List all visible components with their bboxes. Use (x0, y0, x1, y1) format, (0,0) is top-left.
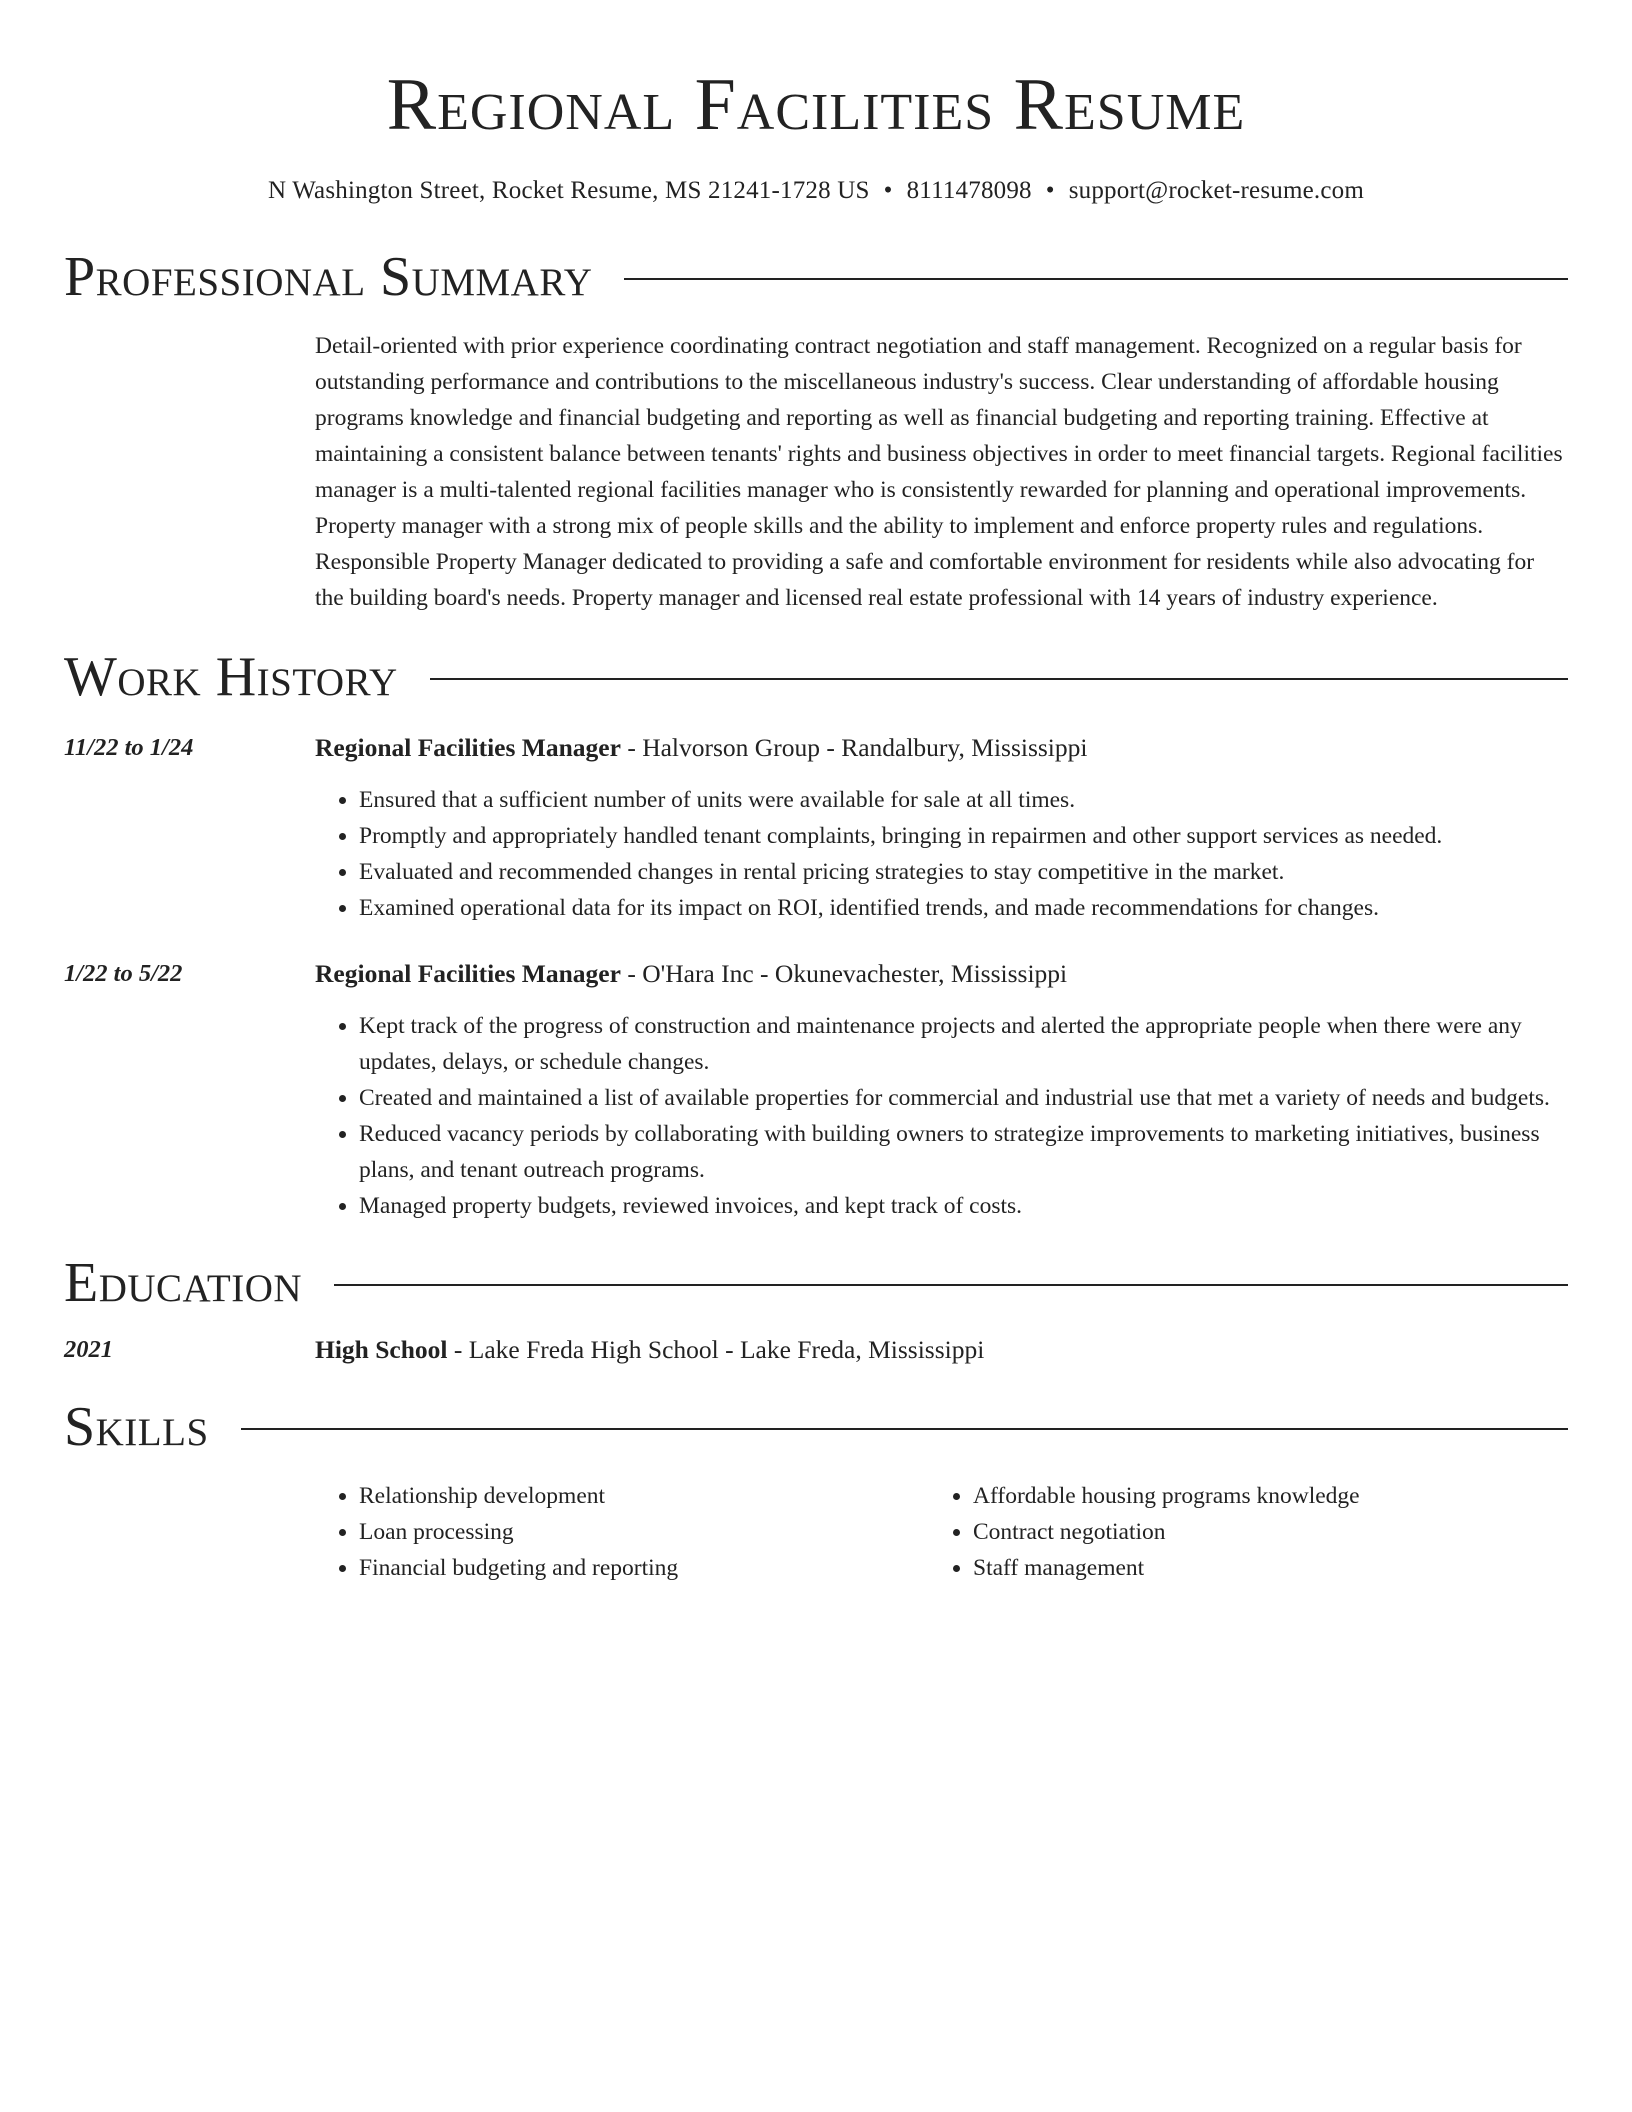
skill-item: • Loan processing (359, 1514, 929, 1550)
contact-phone: 8111478098 (906, 177, 1032, 204)
skills-list (315, 1478, 1568, 1586)
contact-line (64, 174, 1568, 208)
skill-item: • Contract negotiation (973, 1514, 1533, 1550)
job-title: Regional Facilities Manager (315, 959, 621, 988)
skill-item: • Affordable housing programs knowledge (973, 1478, 1533, 1514)
job-bullet: • Reduced vacancy periods by collaborating with building owners to strategize improvements to marketing initiatives, business plans, and tenant outreach programs. (359, 1116, 1568, 1188)
job-heading (315, 730, 1568, 766)
job-bullet: • Evaluated and recommended changes in rental pricing strategies to stay competitive in the market. (359, 854, 1568, 890)
education-entry (64, 1332, 1568, 1368)
education-section-header (64, 1248, 1568, 1318)
section-divider (241, 1428, 1568, 1430)
job-content (315, 956, 1568, 1224)
job-dates: 1/22 to 5/22 (64, 960, 183, 987)
job-bullet: • Examined operational data for its impact on ROI, identified trends, and made recommendations for changes. (359, 890, 1568, 926)
section-title-summary: Professional Summary (64, 246, 593, 308)
job-bullet: • Ensured that a sufficient number of units were available for sale at all times. (359, 782, 1568, 818)
summary-text: Detail-oriented with prior experience coordinating contract negotiation and staff management. Recognized on a regular basis for outstanding performance and contributions to the miscellaneous industry's success. Clear understanding of affordable housing programs knowledge and financial budgeting and reporting as well as financial budgeting and reporting training. Effective at maintaining a consistent balance between tenants' rights and business objectives in order to meet financial targets. Regional facilities manager is a multi-talented regional facilities manager who is consistently rewarded for planning and operational improvements. Property manager with a strong mix of people skills and the ability to implement and enforce property rules and regulations. Responsible Property Manager dedicated to providing a safe and comfortable environment for residents while also advocating for the building board's needs. Property manager and licensed real estate professional with 14 years of industry experience. (315, 333, 1563, 611)
job-bullet: • Created and maintained a list of available properties for commercial and industrial use that met a variety of needs and budgets. (359, 1080, 1568, 1116)
job-content (315, 730, 1568, 926)
job-bullet: • Kept track of the progress of construction and maintenance projects and alerted the appropriate people when there were any updates, delays, or schedule changes. (359, 1008, 1568, 1080)
education-heading (315, 1332, 1568, 1368)
section-title-skills: Skills (64, 1396, 209, 1458)
skill-item: • Staff management (973, 1550, 1533, 1586)
skill-item: • Financial budgeting and reporting (359, 1550, 929, 1586)
contact-address: N Washington Street, Rocket Resume, MS 21241-1728 US (267, 177, 870, 204)
education-school: - Lake Freda High School - Lake Freda, Mississippi (447, 1335, 985, 1364)
job-employer: - Halvorson Group - Randalbury, Mississippi (620, 733, 1088, 762)
work-history-section-header (64, 642, 1568, 712)
section-title-education: Education (64, 1252, 303, 1314)
resume-title: Regional Facilities Resume (386, 64, 1246, 146)
skills-column-right (929, 1478, 1533, 1586)
job-title: Regional Facilities Manager (315, 733, 621, 762)
section-divider (334, 1284, 1568, 1286)
job-entry (64, 730, 1568, 926)
education-year: 2021 (64, 1336, 113, 1363)
contact-email: support@rocket-resume.com (1068, 177, 1364, 204)
job-bullet: • Promptly and appropriately handled tenant complaints, bringing in repairmen and other support services as needed. (359, 818, 1568, 854)
job-entry (64, 956, 1568, 1224)
summary-section-header (64, 242, 1568, 312)
skills-column-left (315, 1478, 929, 1586)
education-degree: High School (315, 1335, 448, 1364)
job-bullet: • Managed property budgets, reviewed invoices, and kept track of costs. (359, 1188, 1568, 1224)
section-divider (624, 278, 1568, 280)
job-heading (315, 956, 1568, 992)
skills-section-header (64, 1392, 1568, 1462)
section-title-work-history: Work History (64, 646, 398, 708)
contact-separator: • (1045, 177, 1055, 204)
job-bullets (315, 1008, 1568, 1224)
job-employer: - O'Hara Inc - Okunevachester, Mississippi (620, 959, 1068, 988)
section-divider (430, 678, 1568, 680)
job-dates: 11/22 to 1/24 (64, 734, 194, 761)
contact-separator: • (883, 177, 893, 204)
skill-item: • Relationship development (359, 1478, 929, 1514)
job-bullets (315, 782, 1568, 926)
